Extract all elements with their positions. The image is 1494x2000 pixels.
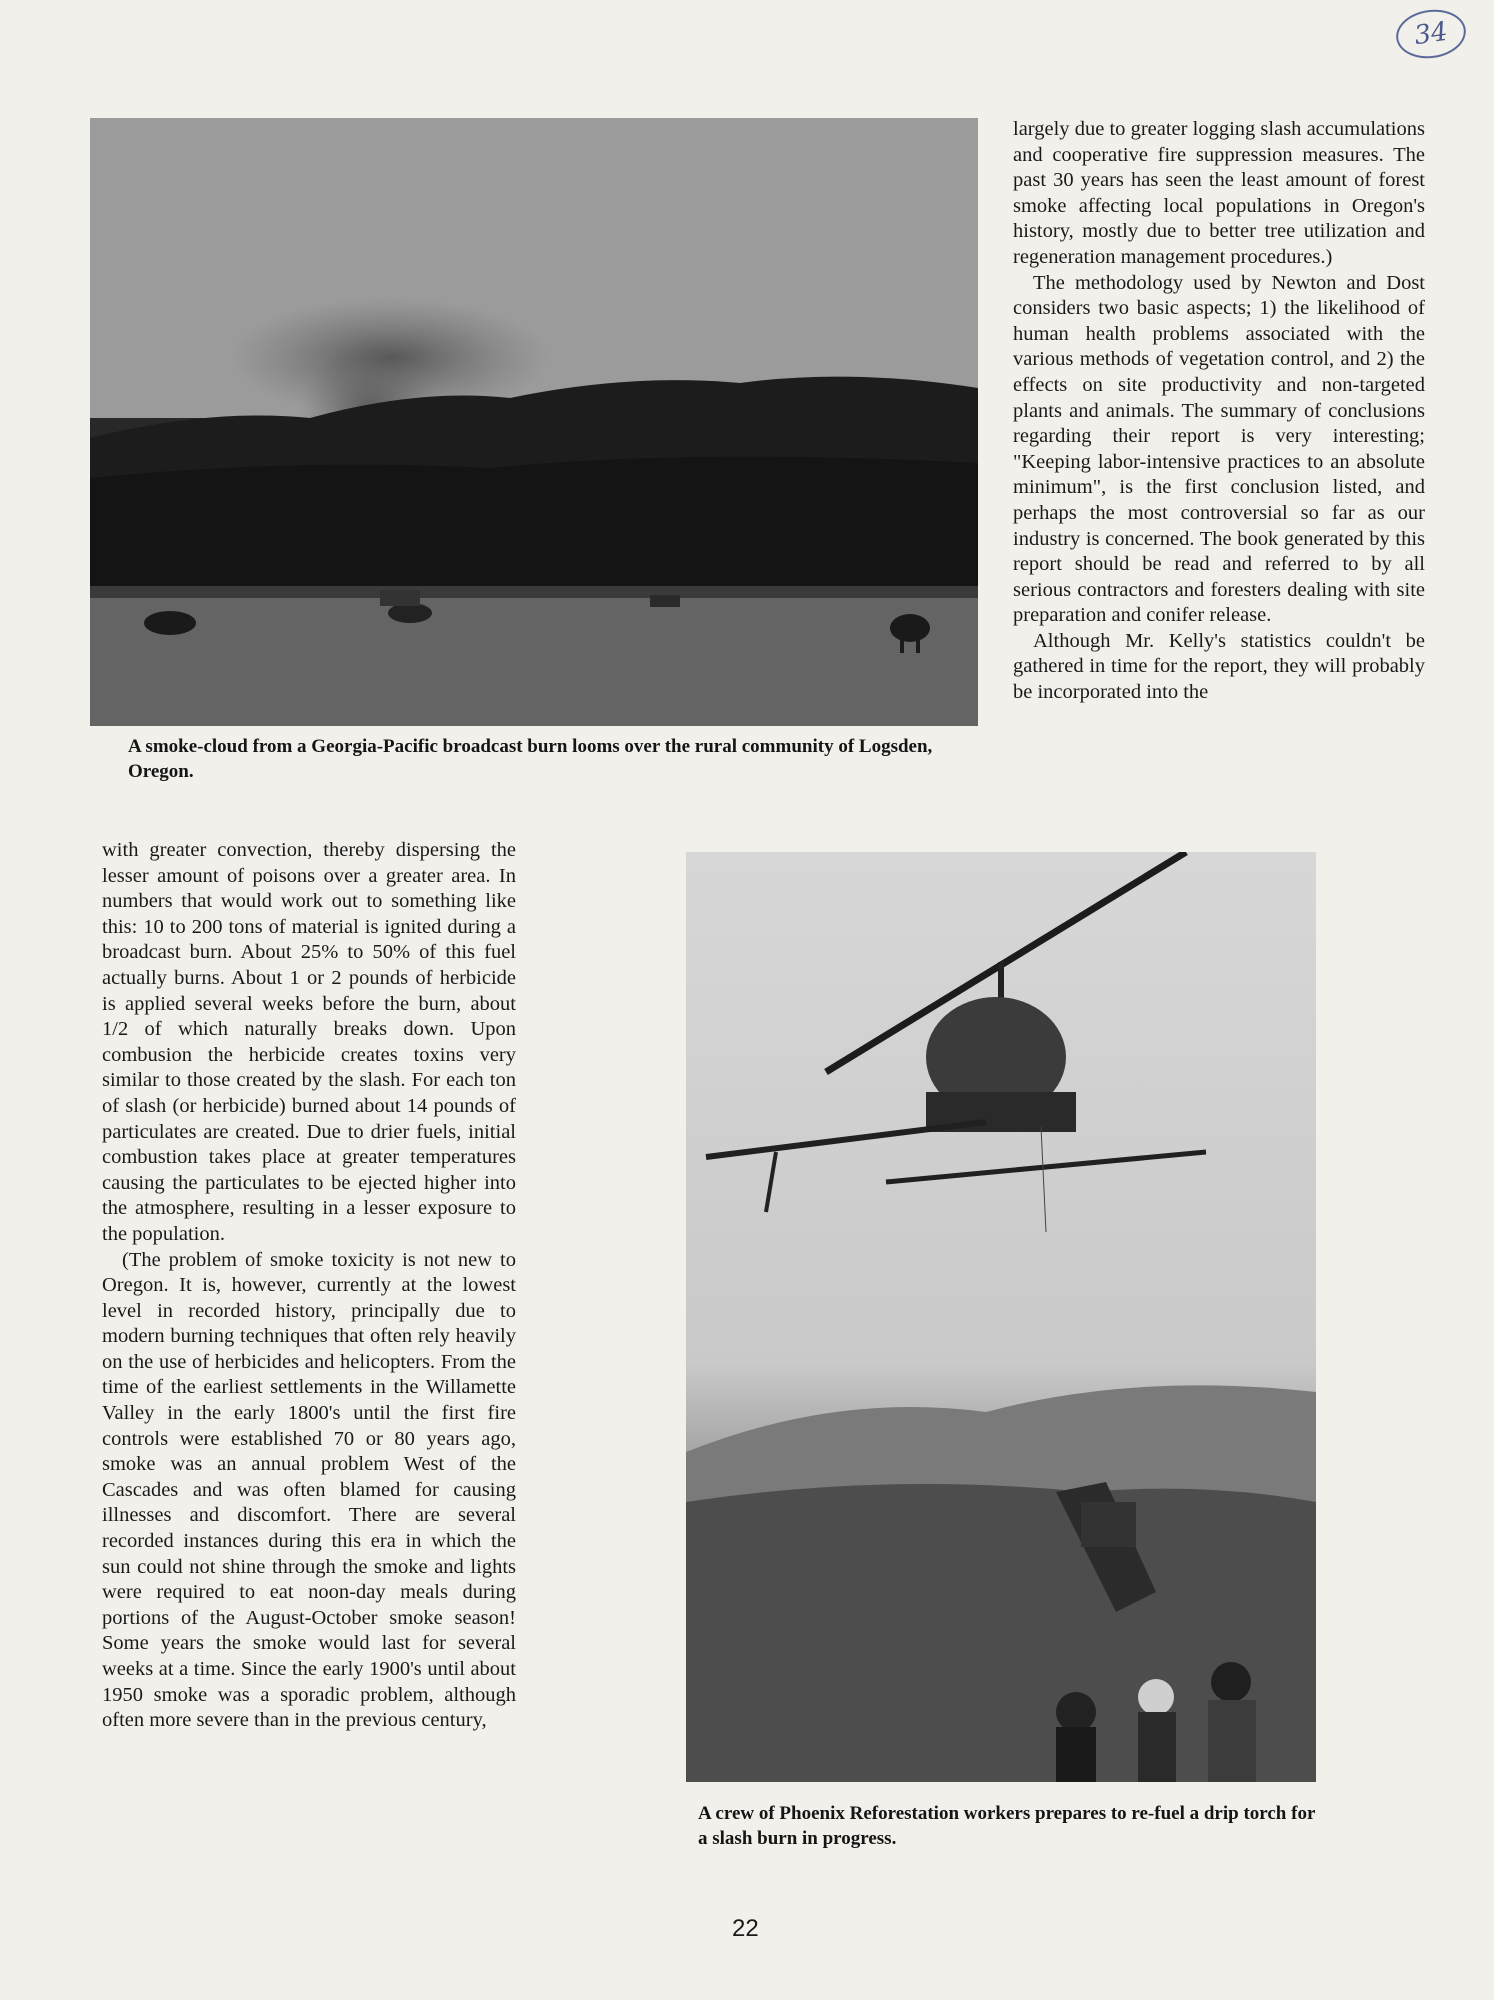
- right-text-column: [1013, 117, 1425, 706]
- helicopter-refuel-photo: [686, 852, 1316, 1782]
- paragraph: Although Mr. Kelly's statistics couldn't be gathered in time for the report, they will probably be incorporated into the: [1013, 629, 1425, 704]
- paragraph: with greater convection, thereby dispersing the lesser amount of poisons over a greater area. In numbers that would work out to something like this: 10 to 200 tons of material is ignited during a broadcast burn. About 25% to 50% of this fuel actually burns. About 1 or 2 pounds of herbicide is applied several weeks before the burn, about 1/2 of which naturally breaks down. Upon combusion the herbicide creates toxins very similar to those created by the slash. For each ton of slash (or herbicide) burned about 14 pounds of particulates are created. Due to drier fuels, initial combustion takes place at greater temperatures causing the particulates to be ejected higher into the atmosphere, resulting in a lesser exposure to the population.: [102, 839, 516, 1245]
- page-number: 22: [732, 1915, 759, 1942]
- paragraph: The methodology used by Newton and Dost considers two basic aspects; 1) the likelihood of human health problems associated with the various methods of vegetation control, and 2) the effects on site productivity and non-targeted plants and animals. The summary of conclusions regarding their report is very interesting; "Keeping labor-intensive practices to an absolute minimum", is the first conclusion listed, and perhaps the most controversial so far as our industry is concerned. The book generated by this report should be read and referred to by all serious contractors and foresters dealing with site preparation and conifer release.: [1013, 271, 1425, 627]
- photo-caption-helicopter: A crew of Phoenix Reforestation workers prepares to re-fuel a drip torch for a slash burn in progress.: [698, 1803, 1316, 1849]
- handwritten-page-mark: 34: [1393, 5, 1469, 62]
- left-text-column: [102, 838, 516, 1734]
- smoke-cloud-photo: [90, 118, 978, 726]
- paragraph: largely due to greater logging slash accumulations and cooperative fire suppression measures. The past 30 years has seen the least amount of forest smoke affecting local populations in Oregon's history, mostly due to better tree utilization and regeneration management procedures.): [1013, 118, 1425, 268]
- photo-caption-smoke-cloud: A smoke-cloud from a Georgia-Pacific broadcast burn looms over the rural community of Logsden, Oregon.: [128, 736, 933, 782]
- paragraph: (The problem of smoke toxicity is not new to Oregon. It is, however, currently at the lowest level in recorded history, principally due to modern burning techniques that often rely heavily on the use of herbicides and helicopters. From the time of the earliest settlements in the Willamette Valley in the early 1800's until the first fire controls were established 70 or 80 years ago, smoke was an annual problem West of the Cascades and was often blamed for causing illnesses and discomfort. There are several recorded instances during this era in which the sun could not shine through the smoke and lights were required to eat noon-day meals during portions of the August-October smoke season! Some years the smoke would last for several weeks at a time. Since the early 1900's until about 1950 smoke was a sporadic problem, although often more severe than in the previous century,: [102, 1248, 516, 1732]
